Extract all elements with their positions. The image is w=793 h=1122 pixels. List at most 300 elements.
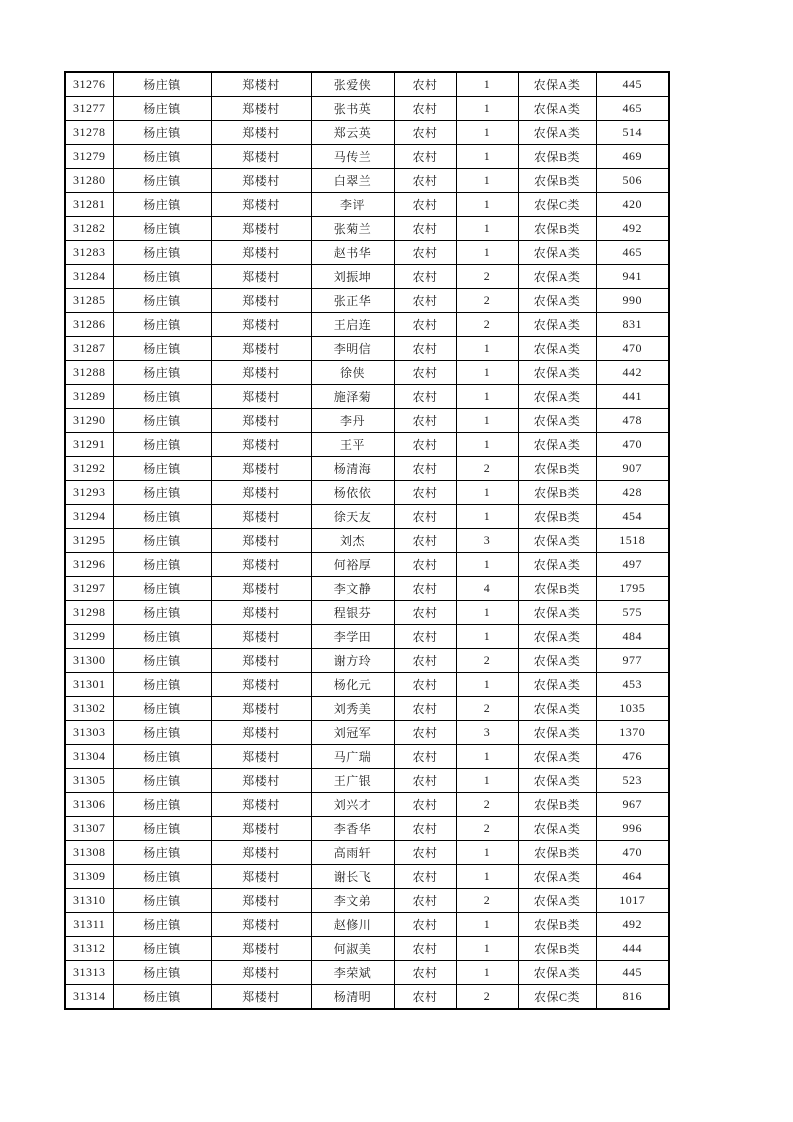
cell-serial-number: 31282 (65, 217, 113, 241)
cell-amount: 506 (596, 169, 669, 193)
table-row (65, 505, 669, 529)
cell-person-count: 1 (456, 409, 518, 433)
cell-amount: 484 (596, 625, 669, 649)
cell-town: 杨庄镇 (113, 937, 211, 961)
cell-serial-number: 31306 (65, 793, 113, 817)
cell-town: 杨庄镇 (113, 529, 211, 553)
cell-person-count: 4 (456, 577, 518, 601)
cell-insurance-category: 农保A类 (518, 72, 596, 97)
cell-amount: 420 (596, 193, 669, 217)
cell-village: 郑楼村 (211, 721, 311, 745)
cell-amount: 831 (596, 313, 669, 337)
cell-insurance-category: 农保C类 (518, 193, 596, 217)
cell-insurance-category: 农保A类 (518, 961, 596, 985)
cell-amount: 990 (596, 289, 669, 313)
cell-person-name: 杨清明 (311, 985, 394, 1010)
table-row (65, 817, 669, 841)
table-row (65, 865, 669, 889)
cell-insurance-category: 农保A类 (518, 385, 596, 409)
cell-residence-type: 农村 (394, 313, 456, 337)
table-row (65, 121, 669, 145)
cell-serial-number: 31295 (65, 529, 113, 553)
cell-insurance-category: 农保A类 (518, 865, 596, 889)
table-row (65, 529, 669, 553)
records-table-body (65, 72, 669, 1009)
cell-person-name: 李明信 (311, 337, 394, 361)
cell-person-name: 张正华 (311, 289, 394, 313)
cell-person-name: 李丹 (311, 409, 394, 433)
table-row (65, 145, 669, 169)
cell-village: 郑楼村 (211, 841, 311, 865)
cell-person-count: 2 (456, 889, 518, 913)
cell-serial-number: 31314 (65, 985, 113, 1010)
cell-serial-number: 31288 (65, 361, 113, 385)
cell-insurance-category: 农保B类 (518, 217, 596, 241)
cell-town: 杨庄镇 (113, 241, 211, 265)
cell-village: 郑楼村 (211, 937, 311, 961)
table-row (65, 481, 669, 505)
cell-village: 郑楼村 (211, 289, 311, 313)
cell-person-name: 王广银 (311, 769, 394, 793)
cell-person-name: 刘秀美 (311, 697, 394, 721)
cell-person-count: 1 (456, 169, 518, 193)
cell-person-name: 李荣斌 (311, 961, 394, 985)
cell-insurance-category: 农保B类 (518, 481, 596, 505)
cell-serial-number: 31291 (65, 433, 113, 457)
cell-town: 杨庄镇 (113, 577, 211, 601)
cell-insurance-category: 农保A类 (518, 97, 596, 121)
cell-person-name: 程银芬 (311, 601, 394, 625)
cell-person-name: 施泽菊 (311, 385, 394, 409)
cell-amount: 445 (596, 72, 669, 97)
cell-amount: 469 (596, 145, 669, 169)
cell-insurance-category: 农保A类 (518, 601, 596, 625)
cell-town: 杨庄镇 (113, 121, 211, 145)
cell-amount: 907 (596, 457, 669, 481)
cell-person-count: 1 (456, 673, 518, 697)
cell-serial-number: 31285 (65, 289, 113, 313)
cell-village: 郑楼村 (211, 337, 311, 361)
cell-town: 杨庄镇 (113, 889, 211, 913)
cell-amount: 1017 (596, 889, 669, 913)
cell-person-count: 1 (456, 769, 518, 793)
table-row (65, 289, 669, 313)
cell-amount: 442 (596, 361, 669, 385)
cell-residence-type: 农村 (394, 457, 456, 481)
cell-residence-type: 农村 (394, 529, 456, 553)
cell-insurance-category: 农保A类 (518, 241, 596, 265)
cell-person-count: 1 (456, 361, 518, 385)
cell-town: 杨庄镇 (113, 409, 211, 433)
cell-village: 郑楼村 (211, 97, 311, 121)
cell-village: 郑楼村 (211, 72, 311, 97)
cell-serial-number: 31302 (65, 697, 113, 721)
table-row (65, 169, 669, 193)
cell-person-count: 1 (456, 217, 518, 241)
cell-person-count: 2 (456, 985, 518, 1010)
cell-town: 杨庄镇 (113, 961, 211, 985)
cell-person-count: 2 (456, 457, 518, 481)
cell-person-count: 1 (456, 433, 518, 457)
cell-amount: 441 (596, 385, 669, 409)
cell-person-name: 徐天友 (311, 505, 394, 529)
cell-town: 杨庄镇 (113, 289, 211, 313)
cell-person-name: 李学田 (311, 625, 394, 649)
cell-insurance-category: 农保B类 (518, 913, 596, 937)
cell-insurance-category: 农保A类 (518, 553, 596, 577)
cell-village: 郑楼村 (211, 169, 311, 193)
cell-residence-type: 农村 (394, 169, 456, 193)
cell-person-count: 1 (456, 145, 518, 169)
cell-person-name: 李香华 (311, 817, 394, 841)
cell-amount: 1370 (596, 721, 669, 745)
cell-village: 郑楼村 (211, 145, 311, 169)
cell-person-count: 1 (456, 913, 518, 937)
insurance-records-table (64, 71, 670, 1010)
table-row (65, 577, 669, 601)
cell-person-name: 李文静 (311, 577, 394, 601)
cell-village: 郑楼村 (211, 601, 311, 625)
cell-person-name: 杨化元 (311, 673, 394, 697)
table-row (65, 841, 669, 865)
cell-town: 杨庄镇 (113, 313, 211, 337)
cell-person-count: 2 (456, 817, 518, 841)
cell-village: 郑楼村 (211, 121, 311, 145)
cell-person-name: 赵书华 (311, 241, 394, 265)
cell-serial-number: 31278 (65, 121, 113, 145)
cell-town: 杨庄镇 (113, 769, 211, 793)
cell-person-name: 杨清海 (311, 457, 394, 481)
cell-person-count: 2 (456, 793, 518, 817)
table-row (65, 649, 669, 673)
cell-village: 郑楼村 (211, 793, 311, 817)
cell-village: 郑楼村 (211, 529, 311, 553)
table-row (65, 457, 669, 481)
cell-village: 郑楼村 (211, 625, 311, 649)
cell-person-name: 张爱侠 (311, 72, 394, 97)
cell-residence-type: 农村 (394, 721, 456, 745)
cell-insurance-category: 农保C类 (518, 985, 596, 1010)
cell-serial-number: 31293 (65, 481, 113, 505)
cell-person-name: 马广瑞 (311, 745, 394, 769)
cell-residence-type: 农村 (394, 361, 456, 385)
cell-serial-number: 31290 (65, 409, 113, 433)
cell-town: 杨庄镇 (113, 97, 211, 121)
cell-village: 郑楼村 (211, 913, 311, 937)
cell-serial-number: 31284 (65, 265, 113, 289)
cell-town: 杨庄镇 (113, 217, 211, 241)
cell-person-name: 刘杰 (311, 529, 394, 553)
cell-amount: 465 (596, 241, 669, 265)
cell-insurance-category: 农保B类 (518, 841, 596, 865)
cell-insurance-category: 农保B类 (518, 169, 596, 193)
cell-town: 杨庄镇 (113, 265, 211, 289)
cell-amount: 575 (596, 601, 669, 625)
cell-town: 杨庄镇 (113, 72, 211, 97)
cell-village: 郑楼村 (211, 553, 311, 577)
table-row (65, 409, 669, 433)
table-row (65, 97, 669, 121)
cell-amount: 497 (596, 553, 669, 577)
cell-town: 杨庄镇 (113, 913, 211, 937)
cell-residence-type: 农村 (394, 769, 456, 793)
cell-serial-number: 31305 (65, 769, 113, 793)
cell-serial-number: 31298 (65, 601, 113, 625)
cell-insurance-category: 农保B类 (518, 145, 596, 169)
table-row (65, 985, 669, 1010)
table-row (65, 721, 669, 745)
table-row (65, 937, 669, 961)
cell-insurance-category: 农保A类 (518, 121, 596, 145)
cell-residence-type: 农村 (394, 985, 456, 1010)
cell-amount: 453 (596, 673, 669, 697)
table-row (65, 961, 669, 985)
cell-insurance-category: 农保B类 (518, 577, 596, 601)
cell-amount: 816 (596, 985, 669, 1010)
cell-serial-number: 31301 (65, 673, 113, 697)
cell-serial-number: 31309 (65, 865, 113, 889)
cell-amount: 1518 (596, 529, 669, 553)
cell-residence-type: 农村 (394, 937, 456, 961)
cell-insurance-category: 农保A类 (518, 433, 596, 457)
table-row (65, 793, 669, 817)
table-row (65, 241, 669, 265)
cell-person-name: 赵修川 (311, 913, 394, 937)
cell-person-name: 王启连 (311, 313, 394, 337)
cell-residence-type: 农村 (394, 505, 456, 529)
table-row (65, 553, 669, 577)
cell-residence-type: 农村 (394, 121, 456, 145)
cell-amount: 492 (596, 217, 669, 241)
cell-village: 郑楼村 (211, 265, 311, 289)
table-row (65, 601, 669, 625)
cell-village: 郑楼村 (211, 985, 311, 1010)
table-row (65, 72, 669, 97)
cell-insurance-category: 农保A类 (518, 625, 596, 649)
cell-person-count: 1 (456, 121, 518, 145)
cell-person-name: 白翠兰 (311, 169, 394, 193)
cell-insurance-category: 农保A类 (518, 697, 596, 721)
cell-person-name: 徐侠 (311, 361, 394, 385)
cell-residence-type: 农村 (394, 841, 456, 865)
cell-village: 郑楼村 (211, 313, 311, 337)
cell-insurance-category: 农保B类 (518, 457, 596, 481)
cell-town: 杨庄镇 (113, 745, 211, 769)
cell-residence-type: 农村 (394, 673, 456, 697)
cell-serial-number: 31300 (65, 649, 113, 673)
cell-person-name: 李文弟 (311, 889, 394, 913)
cell-person-count: 1 (456, 937, 518, 961)
cell-residence-type: 农村 (394, 889, 456, 913)
cell-person-name: 谢长飞 (311, 865, 394, 889)
cell-town: 杨庄镇 (113, 841, 211, 865)
cell-amount: 470 (596, 433, 669, 457)
cell-town: 杨庄镇 (113, 433, 211, 457)
cell-residence-type: 农村 (394, 745, 456, 769)
table-row (65, 889, 669, 913)
cell-person-count: 3 (456, 721, 518, 745)
cell-residence-type: 农村 (394, 409, 456, 433)
cell-person-name: 谢方玲 (311, 649, 394, 673)
cell-residence-type: 农村 (394, 217, 456, 241)
cell-insurance-category: 农保A类 (518, 721, 596, 745)
cell-serial-number: 31287 (65, 337, 113, 361)
cell-insurance-category: 农保B类 (518, 505, 596, 529)
cell-residence-type: 农村 (394, 265, 456, 289)
cell-amount: 1795 (596, 577, 669, 601)
cell-person-count: 1 (456, 625, 518, 649)
cell-insurance-category: 农保A类 (518, 361, 596, 385)
table-row (65, 385, 669, 409)
cell-person-name: 刘兴才 (311, 793, 394, 817)
cell-insurance-category: 农保A类 (518, 745, 596, 769)
cell-amount: 476 (596, 745, 669, 769)
cell-town: 杨庄镇 (113, 985, 211, 1010)
cell-village: 郑楼村 (211, 745, 311, 769)
cell-town: 杨庄镇 (113, 145, 211, 169)
cell-residence-type: 农村 (394, 601, 456, 625)
cell-amount: 470 (596, 337, 669, 361)
cell-insurance-category: 农保A类 (518, 409, 596, 433)
cell-residence-type: 农村 (394, 625, 456, 649)
cell-person-name: 王平 (311, 433, 394, 457)
cell-person-name: 张书英 (311, 97, 394, 121)
cell-person-count: 1 (456, 72, 518, 97)
cell-serial-number: 31283 (65, 241, 113, 265)
cell-insurance-category: 农保A类 (518, 289, 596, 313)
cell-serial-number: 31276 (65, 72, 113, 97)
cell-town: 杨庄镇 (113, 625, 211, 649)
cell-serial-number: 31304 (65, 745, 113, 769)
cell-residence-type: 农村 (394, 913, 456, 937)
cell-insurance-category: 农保B类 (518, 793, 596, 817)
cell-town: 杨庄镇 (113, 865, 211, 889)
cell-amount: 478 (596, 409, 669, 433)
cell-residence-type: 农村 (394, 385, 456, 409)
table-row (65, 745, 669, 769)
cell-person-count: 1 (456, 385, 518, 409)
cell-amount: 470 (596, 841, 669, 865)
cell-person-count: 2 (456, 289, 518, 313)
cell-residence-type: 农村 (394, 553, 456, 577)
table-row (65, 337, 669, 361)
cell-town: 杨庄镇 (113, 793, 211, 817)
cell-insurance-category: 农保A类 (518, 769, 596, 793)
cell-residence-type: 农村 (394, 193, 456, 217)
cell-serial-number: 31277 (65, 97, 113, 121)
cell-town: 杨庄镇 (113, 601, 211, 625)
cell-serial-number: 31313 (65, 961, 113, 985)
cell-village: 郑楼村 (211, 433, 311, 457)
cell-residence-type: 农村 (394, 697, 456, 721)
cell-amount: 464 (596, 865, 669, 889)
cell-amount: 428 (596, 481, 669, 505)
cell-village: 郑楼村 (211, 649, 311, 673)
cell-person-count: 1 (456, 193, 518, 217)
cell-village: 郑楼村 (211, 193, 311, 217)
cell-person-name: 杨依依 (311, 481, 394, 505)
cell-person-count: 1 (456, 865, 518, 889)
cell-person-name: 李评 (311, 193, 394, 217)
cell-person-count: 1 (456, 505, 518, 529)
cell-serial-number: 31311 (65, 913, 113, 937)
cell-insurance-category: 农保A类 (518, 889, 596, 913)
cell-town: 杨庄镇 (113, 673, 211, 697)
cell-person-name: 郑云英 (311, 121, 394, 145)
cell-amount: 941 (596, 265, 669, 289)
cell-amount: 444 (596, 937, 669, 961)
table-row (65, 217, 669, 241)
table-row (65, 265, 669, 289)
cell-town: 杨庄镇 (113, 697, 211, 721)
cell-serial-number: 31303 (65, 721, 113, 745)
cell-residence-type: 农村 (394, 865, 456, 889)
cell-village: 郑楼村 (211, 865, 311, 889)
cell-amount: 454 (596, 505, 669, 529)
cell-residence-type: 农村 (394, 72, 456, 97)
cell-person-count: 1 (456, 553, 518, 577)
cell-serial-number: 31280 (65, 169, 113, 193)
cell-town: 杨庄镇 (113, 481, 211, 505)
cell-residence-type: 农村 (394, 649, 456, 673)
cell-village: 郑楼村 (211, 409, 311, 433)
cell-person-name: 高雨轩 (311, 841, 394, 865)
cell-serial-number: 31299 (65, 625, 113, 649)
cell-village: 郑楼村 (211, 385, 311, 409)
cell-person-count: 1 (456, 97, 518, 121)
cell-village: 郑楼村 (211, 505, 311, 529)
cell-village: 郑楼村 (211, 673, 311, 697)
cell-serial-number: 31297 (65, 577, 113, 601)
cell-town: 杨庄镇 (113, 457, 211, 481)
cell-serial-number: 31296 (65, 553, 113, 577)
cell-person-count: 1 (456, 745, 518, 769)
cell-serial-number: 31281 (65, 193, 113, 217)
table-row (65, 673, 669, 697)
cell-village: 郑楼村 (211, 481, 311, 505)
table-row (65, 361, 669, 385)
cell-village: 郑楼村 (211, 961, 311, 985)
cell-amount: 967 (596, 793, 669, 817)
cell-amount: 492 (596, 913, 669, 937)
cell-town: 杨庄镇 (113, 385, 211, 409)
cell-insurance-category: 农保A类 (518, 313, 596, 337)
cell-residence-type: 农村 (394, 337, 456, 361)
cell-person-count: 1 (456, 961, 518, 985)
table-row (65, 697, 669, 721)
cell-insurance-category: 农保A类 (518, 673, 596, 697)
cell-amount: 996 (596, 817, 669, 841)
cell-person-name: 马传兰 (311, 145, 394, 169)
cell-person-count: 1 (456, 481, 518, 505)
cell-amount: 465 (596, 97, 669, 121)
cell-insurance-category: 农保A类 (518, 529, 596, 553)
cell-person-count: 1 (456, 601, 518, 625)
table-row (65, 433, 669, 457)
cell-amount: 1035 (596, 697, 669, 721)
cell-insurance-category: 农保A类 (518, 337, 596, 361)
cell-serial-number: 31286 (65, 313, 113, 337)
cell-serial-number: 31289 (65, 385, 113, 409)
cell-person-name: 刘振坤 (311, 265, 394, 289)
cell-residence-type: 农村 (394, 289, 456, 313)
cell-person-count: 2 (456, 313, 518, 337)
cell-residence-type: 农村 (394, 241, 456, 265)
cell-residence-type: 农村 (394, 481, 456, 505)
cell-town: 杨庄镇 (113, 337, 211, 361)
cell-amount: 514 (596, 121, 669, 145)
cell-village: 郑楼村 (211, 457, 311, 481)
